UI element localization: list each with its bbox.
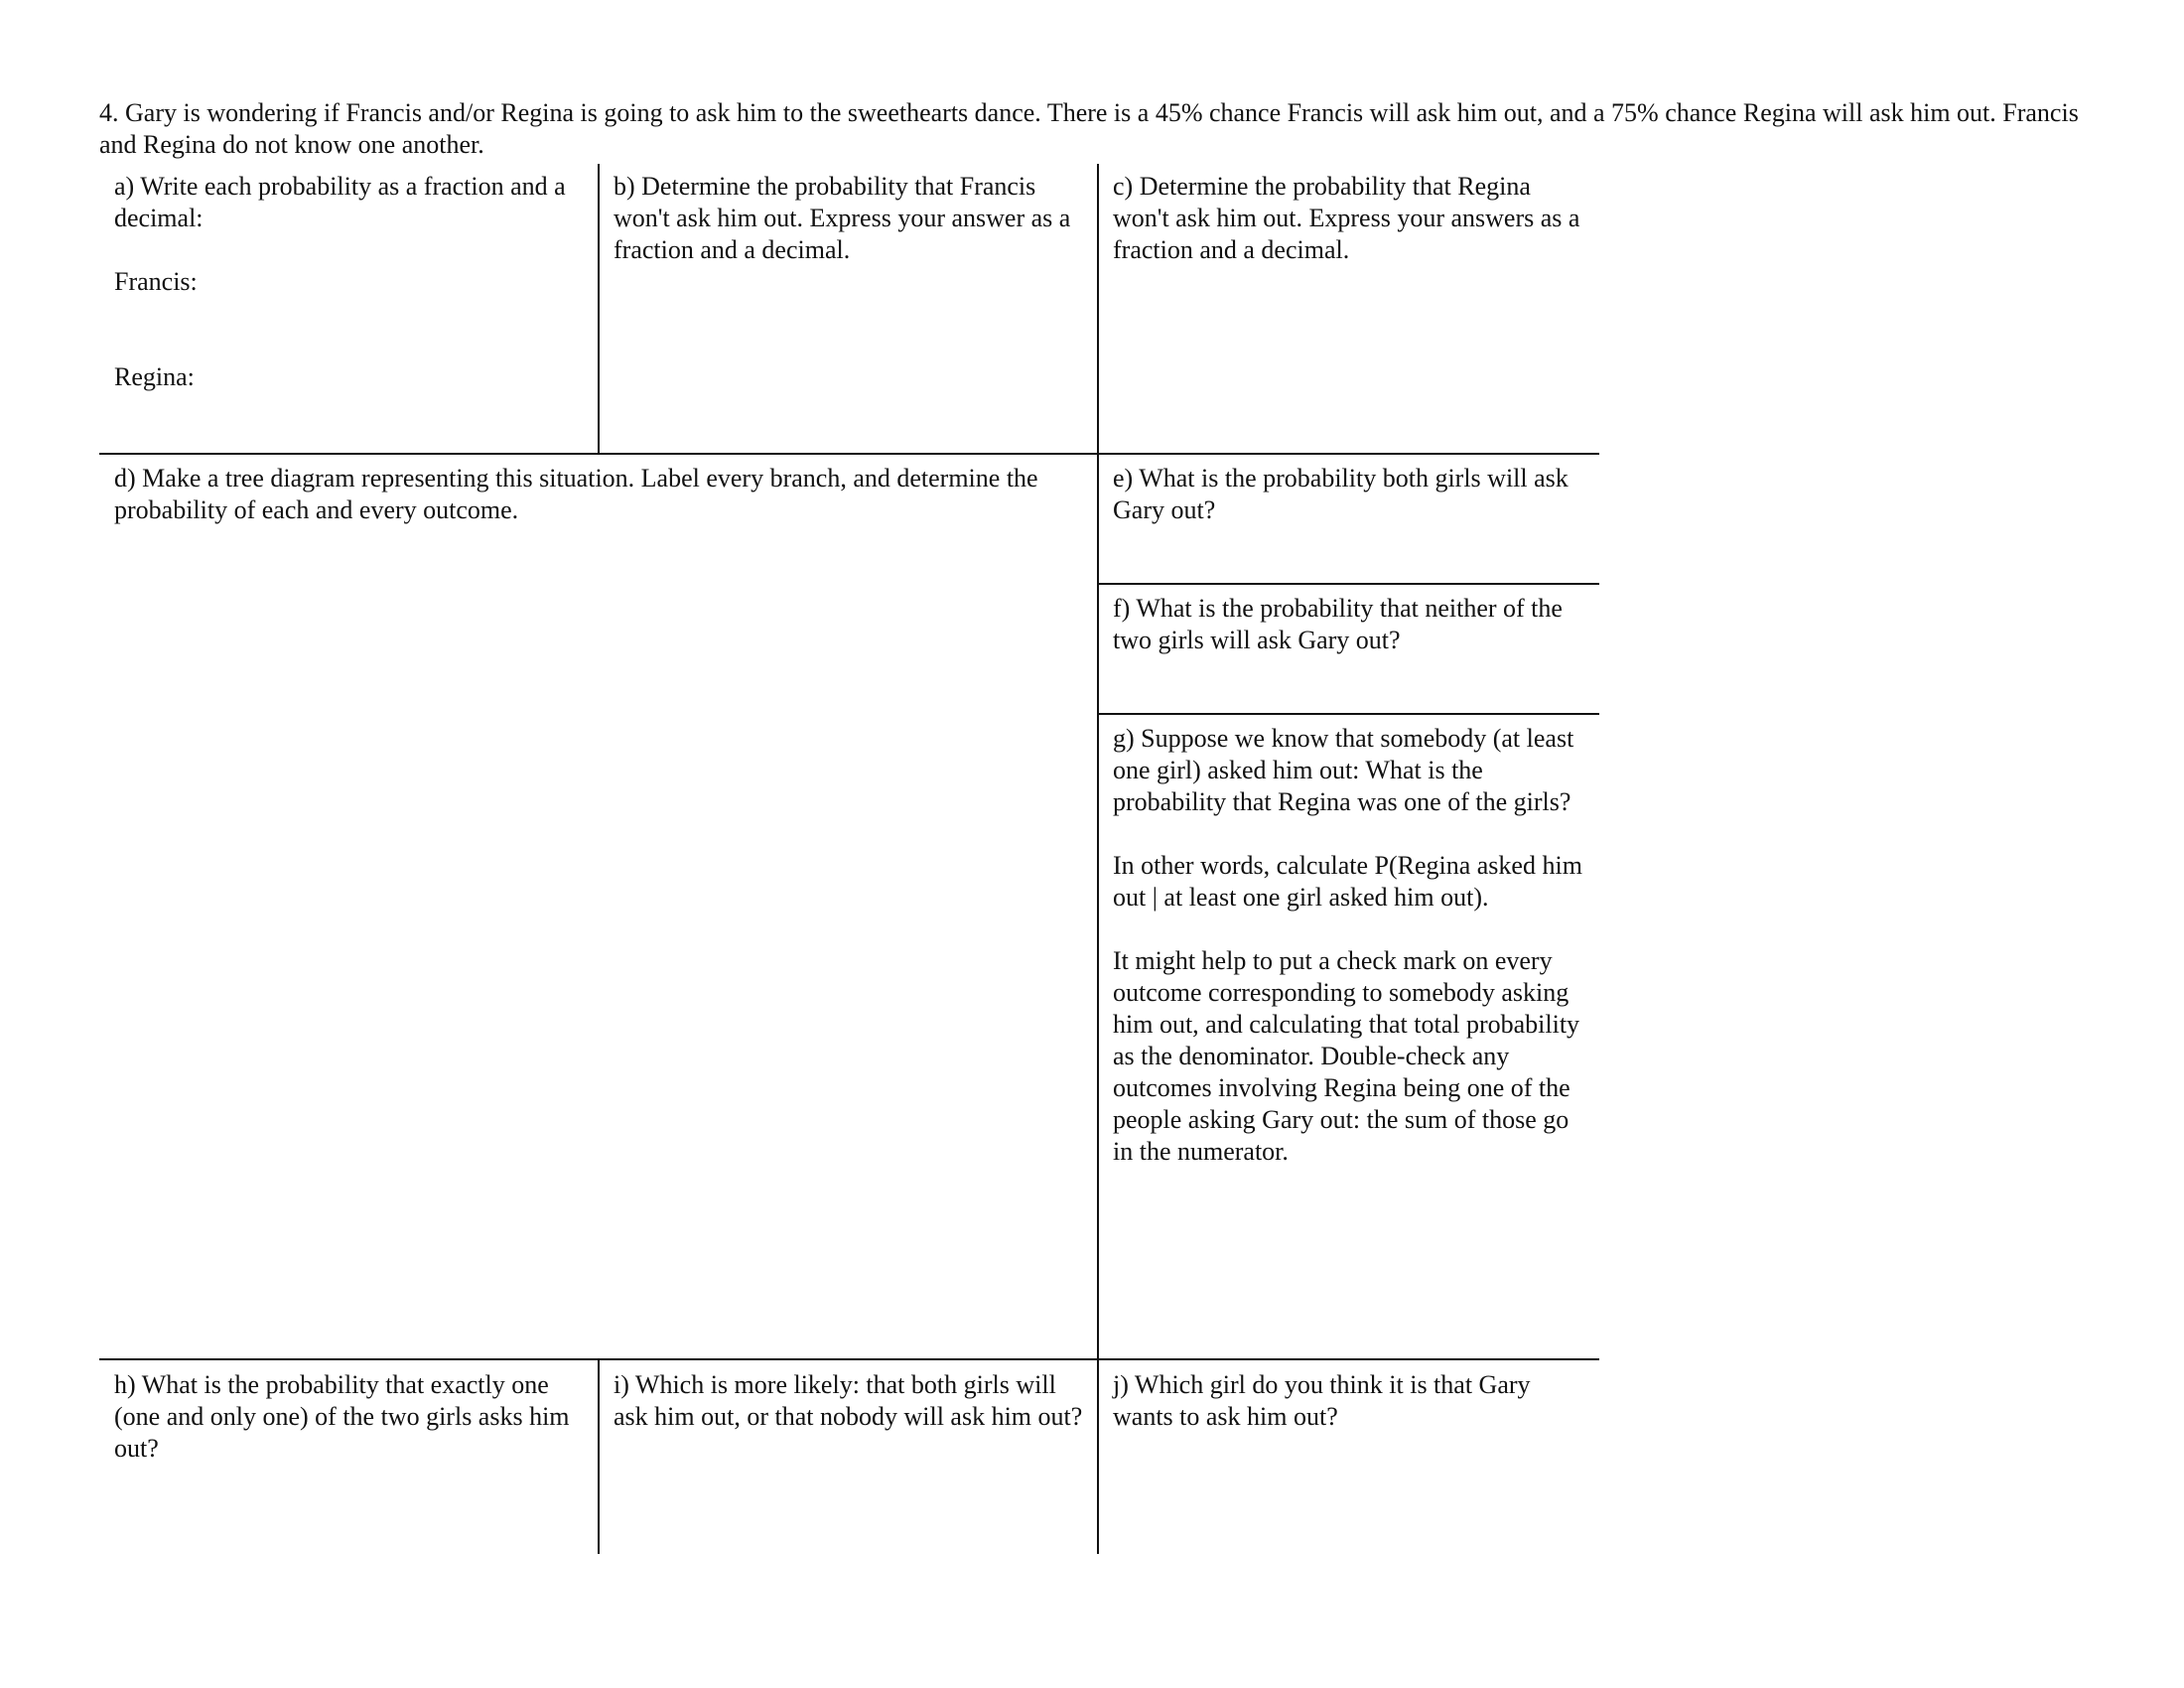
question-e-prompt: e) What is the probability both girls will ask Gary out? xyxy=(1113,464,1569,524)
question-d-cell xyxy=(99,453,1098,1359)
divider-row1-bottom xyxy=(99,453,1599,455)
question-e-cell xyxy=(1098,453,1599,583)
question-g-restatement: In other words, calculate P(Regina asked him out | at least one girl asked him out). xyxy=(1113,851,1582,912)
question-g-cell xyxy=(1098,713,1599,1359)
question-c-prompt: c) Determine the probability that Regina won't ask him out. Express your answers as a fraction and a decimal. xyxy=(1113,172,1580,264)
question-i-prompt: i) Which is more likely: that both girls will ask him out, or that nobody will ask him out? xyxy=(614,1370,1083,1431)
question-f-prompt: f) What is the probability that neither of the two girls will ask Gary out? xyxy=(1113,594,1563,654)
question-i-cell xyxy=(599,1359,1098,1553)
problem-statement: 4. Gary is wondering if Francis and/or Regina is going to ask him to the sweethearts dance. There is a 45% chance Francis will ask him out, and a 75% chance Regina will ask him out. Francis and Regina do not know one another. xyxy=(99,98,2079,159)
divider-f-bottom xyxy=(1098,713,1599,715)
question-f-cell xyxy=(1098,583,1599,713)
francis-label: Francis: xyxy=(114,267,198,296)
divider-a-b xyxy=(598,164,600,454)
question-h-prompt: h) What is the probability that exactly one (one and only one) of the two girls asks him out? xyxy=(114,1370,570,1463)
divider-e-bottom xyxy=(1098,583,1599,585)
question-j-cell xyxy=(1098,1359,1599,1553)
divider-h-i xyxy=(598,1358,600,1554)
question-g-hint: It might help to put a check mark on every outcome corresponding to somebody asking him out, and calculating that total probability as the denominator. Double-check any outcomes involving Regina being one of the people asking Gary out: the sum of those go in the numerator. xyxy=(1113,946,1580,1166)
question-g-prompt: g) Suppose we know that somebody (at least one girl) asked him out: What is the probability that Regina was one of the girls? xyxy=(1113,724,1574,816)
question-a-cell xyxy=(99,161,599,454)
divider-b-c xyxy=(1097,164,1099,1554)
question-j-prompt: j) Which girl do you think it is that Gary wants to ask him out? xyxy=(1113,1370,1531,1431)
question-b-prompt: b) Determine the probability that Francis won't ask him out. Express your answer as a fraction and a decimal. xyxy=(614,172,1071,264)
question-c-cell xyxy=(1098,161,1599,454)
question-b-cell xyxy=(599,161,1098,454)
question-d-prompt: d) Make a tree diagram representing this situation. Label every branch, and determine the probability of each and every outcome. xyxy=(114,464,1038,524)
regina-label: Regina: xyxy=(114,362,195,391)
divider-row2-bottom xyxy=(99,1358,1599,1360)
question-h-cell xyxy=(99,1359,599,1553)
question-a-prompt: a) Write each probability as a fraction and a decimal: xyxy=(114,172,566,232)
